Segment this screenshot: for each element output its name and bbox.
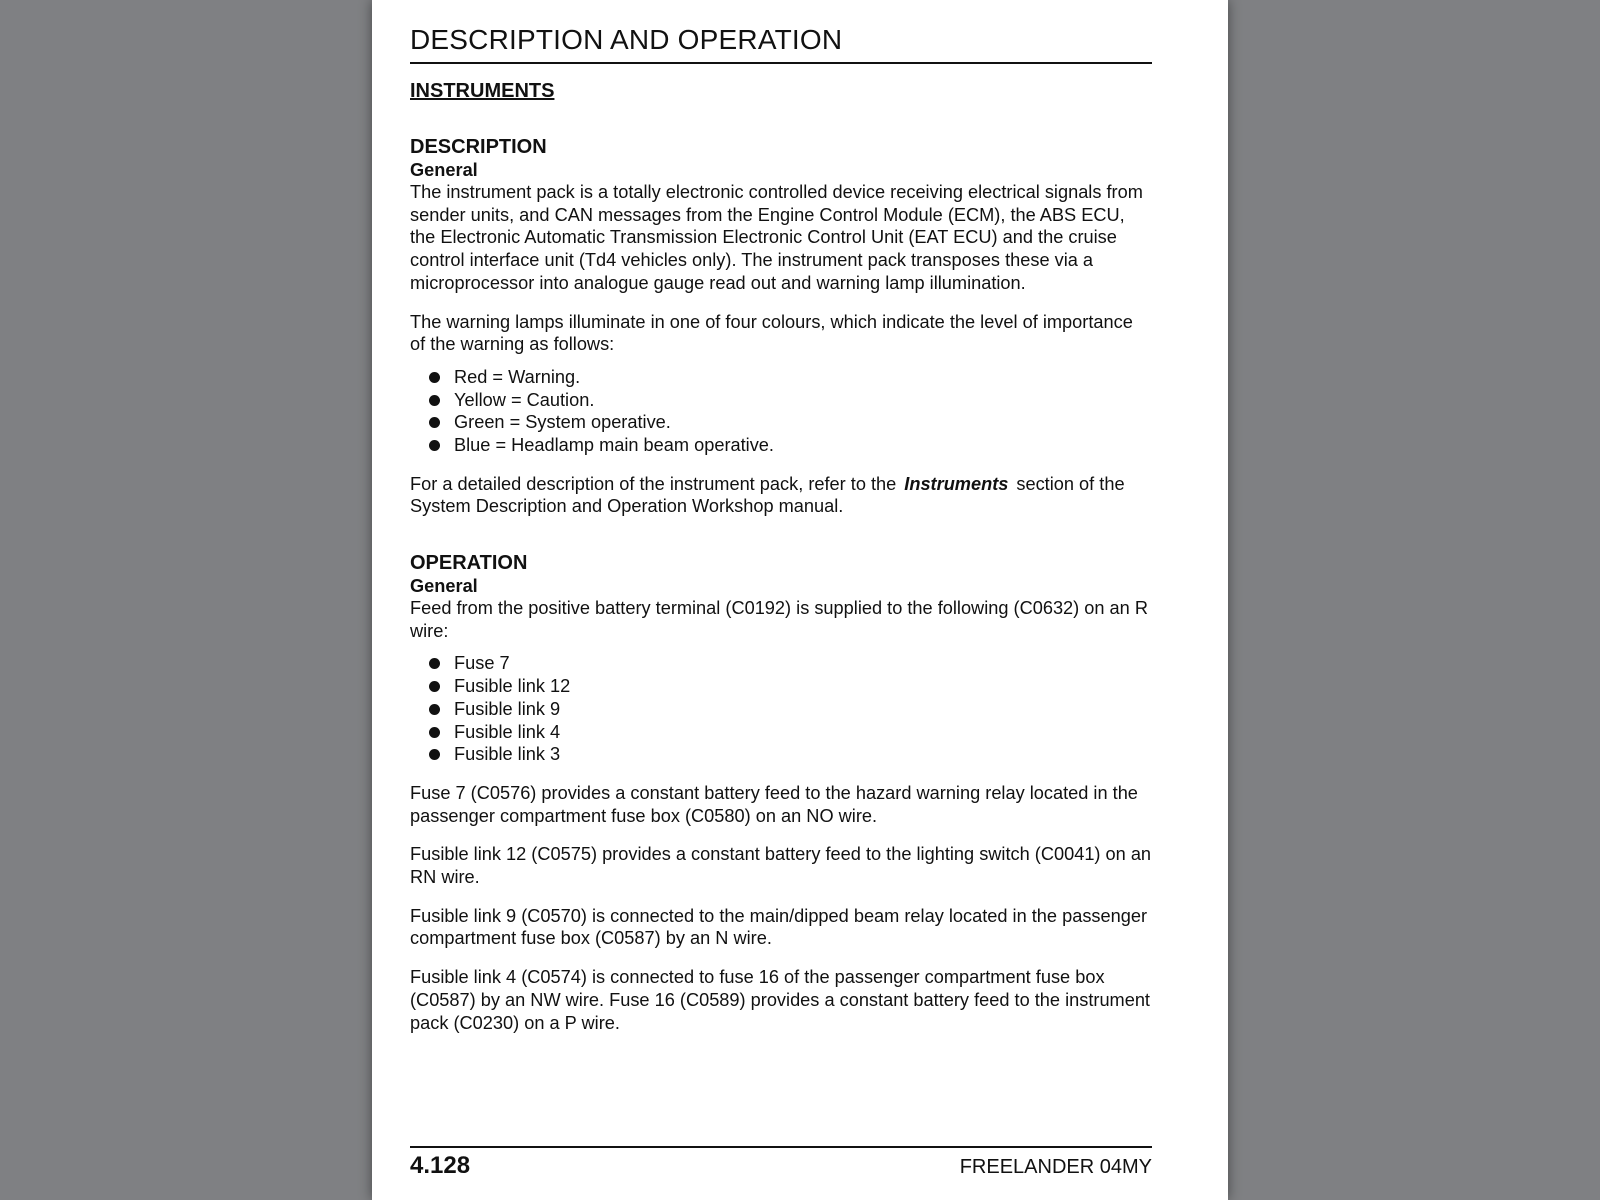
list-item: Red = Warning.: [410, 366, 1152, 389]
reference-paragraph: [410, 473, 1152, 518]
page-number: 4.128: [410, 1152, 471, 1179]
fusible-link-9-paragraph: Fusible link 9 (C0570) is connected to the main/dipped beam relay located in the passenger compartment fuse box (C0587) by an N wire.: [410, 905, 1148, 949]
description-paragraph: The instrument pack is a totally electronic controlled device receiving electrical signals from sender units, and CAN messages from the Engine Control Module (ECM), the ABS ECU, the Electronic Automatic Transmission Electronic Control Unit (EAT ECU) and the cruise control interface unit (Td4 vehicles only). The instrument pack transposes these via a microprocessor into analogue gauge read out and warning lamp illumination.: [410, 182, 1143, 293]
list-item: Fusible link 12: [410, 675, 1152, 698]
fusible-link-12-paragraph: Fusible link 12 (C0575) provides a constant battery feed to the lighting switch (C0041) on an RN wire.: [410, 844, 1152, 888]
list-item: Fusible link 9: [410, 698, 1152, 721]
warning-lamps-paragraph: The warning lamps illuminate in one of four colours, which indicate the level of importance of the warning as follows:: [410, 311, 1133, 355]
document-id: FREELANDER 04MY: [959, 1156, 1152, 1178]
list-item: Blue = Headlamp main beam operative.: [410, 434, 1152, 457]
reference-text-before: For a detailed description of the instrument pack, refer to the: [410, 473, 897, 494]
list-item: Green = System operative.: [410, 411, 1152, 434]
feed-list: [410, 652, 1152, 766]
chapter-title: DESCRIPTION AND OPERATION: [410, 22, 1152, 64]
list-item: Yellow = Caution.: [410, 389, 1152, 412]
warning-colour-list: [410, 366, 1152, 457]
description-heading: DESCRIPTION: [410, 136, 547, 158]
list-item: Fusible link 3: [410, 743, 1152, 766]
operation-subheading: General: [410, 576, 478, 596]
battery-feed-paragraph: Feed from the positive battery terminal (C0192) is supplied to the following (C0632) on an R wire:: [410, 598, 1148, 641]
instruments-reference: Instruments: [904, 473, 1009, 494]
document-page: [372, 0, 1228, 1200]
reference-text-after: section of the System Description and Operation Workshop manual.: [410, 473, 1125, 517]
fuse-7-paragraph: Fuse 7 (C0576) provides a constant battery feed to the hazard warning relay located in the passenger compartment fuse box (C0580) on an NO wire.: [410, 782, 1138, 826]
operation-heading: OPERATION: [410, 552, 528, 574]
footer-divider: [410, 1146, 1152, 1148]
list-item: Fuse 7: [410, 652, 1152, 675]
list-item: Fusible link 4: [410, 721, 1152, 744]
section-title: INSTRUMENTS: [410, 80, 555, 102]
description-subheading: General: [410, 160, 478, 180]
description-section: [410, 135, 1152, 534]
fusible-link-4-paragraph: Fusible link 4 (C0574) is connected to fuse 16 of the passenger compartment fuse box (C0587) by an NW wire. Fuse 16 (C0589) provides a constant battery feed to the instrument pack (C0230) on a P wire.: [410, 967, 1150, 1033]
operation-section: [410, 551, 1152, 1050]
